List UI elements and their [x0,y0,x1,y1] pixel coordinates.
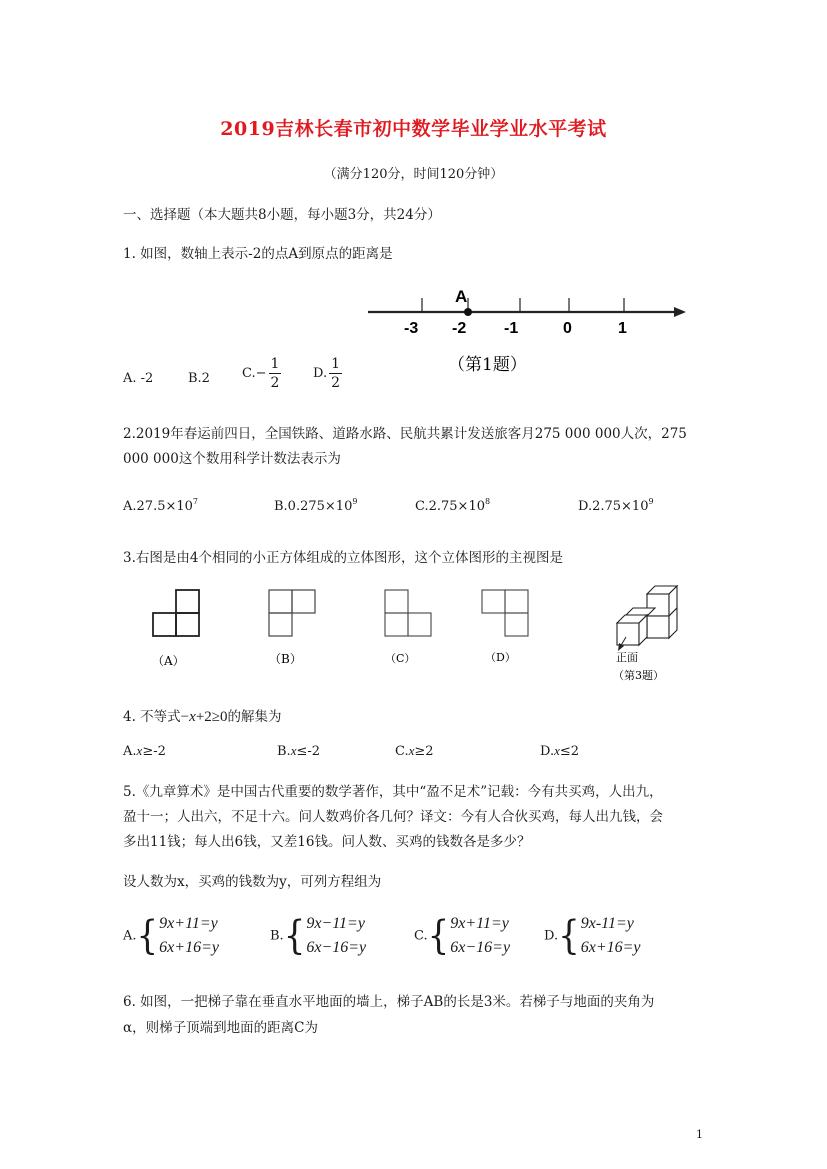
q4-option-b[interactable]: B.x≤-2 [277,743,321,759]
q1-text: 1. 如图，数轴上表示-2的点A到原点的距离是 [123,246,393,262]
q5-text-line4: 设人数为x，买鸡的钱数为y，可列方程组为 [123,874,382,890]
q1-option-d[interactable] [313,357,342,390]
page-number: 1 [696,1128,703,1141]
minus-sign: − [255,366,267,381]
q2-option-d[interactable]: $D.2.75\times 10^9$ [578,497,654,514]
fraction: $\frac{1}{2}$ [270,356,280,391]
q2-text-line1: 2.2019年春运前四日，全国铁路、道路水路、民航共累计发送旅客月275 000 000人次，275 [123,426,687,442]
exam-info: （满分120分，时间120分钟） [323,167,504,182]
q5-option-b[interactable]: B. { 9x−11=y 6x−16=y [270,913,367,959]
tick-label-neg2: -2 [452,320,467,337]
cube-stack-figure [617,586,677,645]
q1-option-c[interactable] [242,357,281,390]
q2-option-b[interactable]: $B.0.275\times 10^9$ [274,497,358,514]
q1-option-a[interactable]: A. -2 [123,371,154,386]
option-letter: C. [242,366,256,381]
q1-option-b[interactable]: B.2 [188,371,210,386]
q6-text-line1: 6. 如图，一把梯子靠在垂直水平地面的墙上，梯子AB的长是3米。若梯子与地面的夹角为 [123,994,655,1010]
q5-option-a[interactable]: A. { 9x+11=y 6x+16=y [123,913,219,959]
figure-caption: （第1题） [448,355,527,375]
point-a-dot [464,308,472,316]
q3-views-figure [140,585,700,690]
q5-text-line1: 5.《九章算术》是中国古代重要的数学著作，其中“盈不足术”记载：今有共买鸡，人出九， [123,784,663,800]
view-c-label: （C） [385,652,416,665]
q3-text: 3.右图是由4个相同的小正方体组成的立体图形，这个立体图形的主视图是 [123,550,563,566]
q2-text-line2: 000 000这个数用科学计数法表示为 [123,451,341,467]
q5-text-line3: 多出11钱；每人出6钱，又差16钱。问人数、买鸡的钱数各是多少？ [123,834,531,850]
point-a-label: A [455,287,468,306]
view-b-label: （B） [269,652,302,666]
view-c-shape [385,590,431,636]
q4-text: 4. 不等式−x+2≥0的解集为 [123,709,282,725]
tick-label-neg1: -1 [504,320,519,337]
q5-option-d[interactable]: D. { 9x-11=y 6x+16=y [544,913,641,959]
figure-caption: （第3题） [613,669,664,682]
axis-arrow [674,307,686,317]
q4-option-d[interactable]: D.x≤2 [540,743,580,759]
q4-option-c[interactable]: C.x≥2 [395,743,434,759]
tick-label-neg3: -3 [404,320,419,337]
q5-text-line2: 盈十一；人出六，不足十六。问人数鸡价各几何？译文：今有人合伙买鸡，每人出九钱，会 [123,809,663,825]
q4-option-a[interactable]: A.x≥-2 [123,743,166,759]
q5-option-c[interactable]: C. { 9x+11=y 6x−16=y [414,913,511,959]
view-a-label: （A） [152,654,185,668]
view-b-shape [269,590,315,636]
view-d-label: （D） [485,651,516,664]
tick-label-1: 1 [618,320,627,337]
fraction: $\frac{1}{2}$ [331,356,341,391]
q2-option-c[interactable]: $C.2.75\times 10^8$ [415,497,491,514]
view-d-shape [482,590,528,636]
q6-text-line2: α，则梯子顶端到地面的距离C为 [123,1020,318,1036]
section-heading: 一、选择题（本大题共8小题，每小题3分，共24分） [123,207,441,223]
q2-option-a[interactable]: $A.27.5\times 10^7$ [123,497,198,514]
option-letter: D. [313,366,328,381]
front-label: 正面 [616,651,638,664]
tick-label-0: 0 [563,320,572,337]
document-title: 2019吉林长春市初中数学毕业学业水平考试 [220,118,607,140]
number-line-figure [360,282,700,382]
view-a-shape [153,590,199,636]
